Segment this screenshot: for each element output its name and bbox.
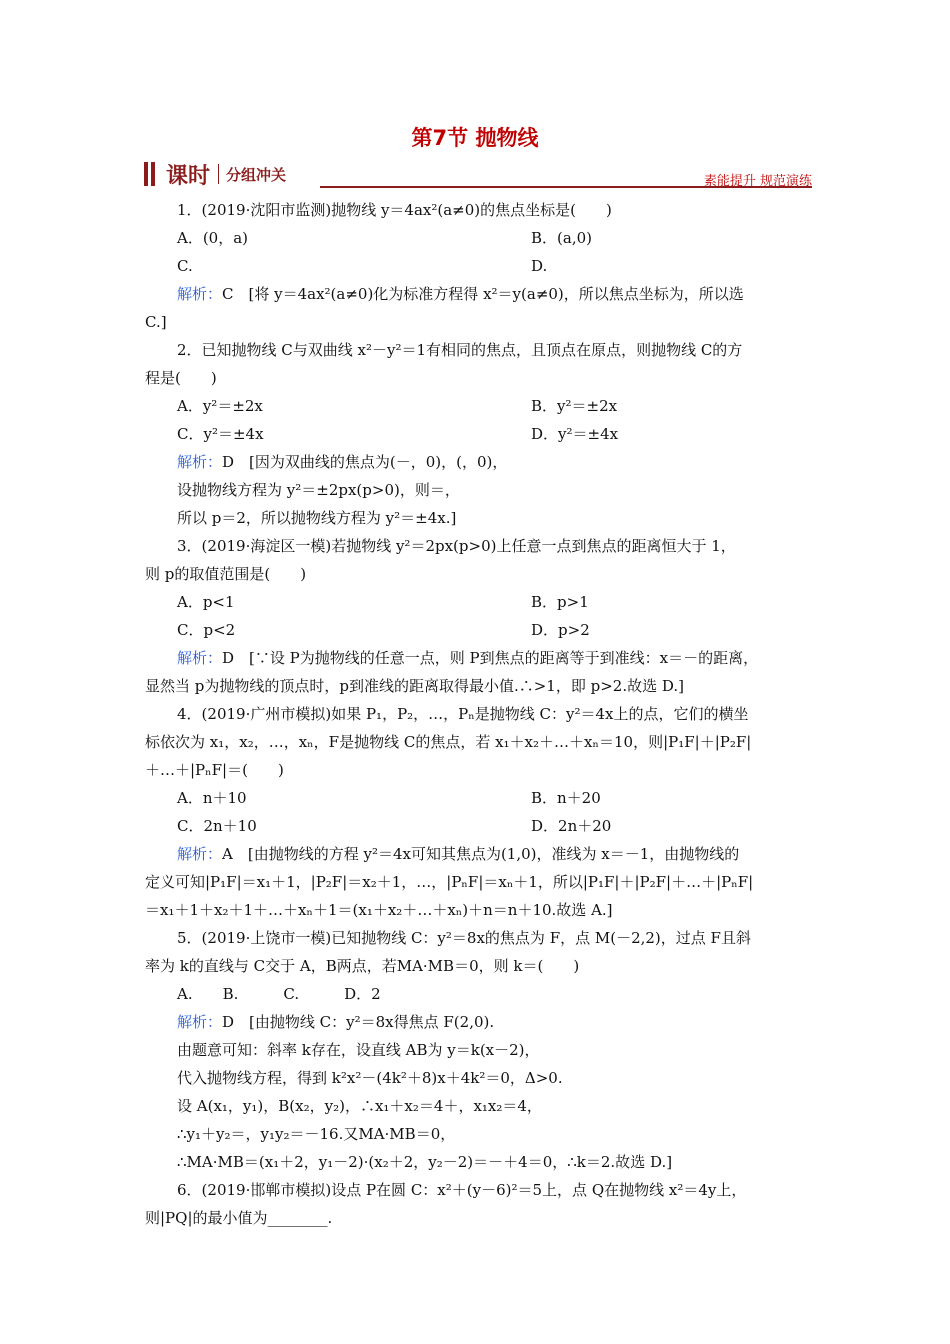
- q5-stem: 5．(2019·上饶市一模)已知抛物线 C：y²＝8x的焦点为 F，点 M(－2,2)，过点 F且斜: [177, 929, 751, 947]
- q4-stem: 4．(2019·广州市模拟)如果 P₁，P₂，…，Pₙ是抛物线 C：y²＝4x上的点，它们的横坐: [177, 705, 749, 723]
- q4-stem-cont2: ＋…＋|PₙF|＝( ): [145, 761, 284, 779]
- solution-label: 解析：: [177, 1013, 223, 1031]
- q1-solution-text: C [将 y＝4ax²(a≠0)化为标准方程得 x²＝y(a≠0)，所以焦点坐标为，所以选: [222, 285, 744, 303]
- solution-label: 解析：: [177, 845, 223, 863]
- q3-options-row2: [145, 616, 815, 644]
- q1-solution-cont: C.]: [145, 313, 167, 331]
- q6-stem: 6．(2019·邯郸市模拟)设点 P在圆 C：x²＋(y－6)²＝5上，点 Q在抛物线 x²＝4y上，: [177, 1181, 747, 1199]
- q4-option-a: A．n＋10: [177, 789, 247, 807]
- q4-option-b: B．n＋20: [531, 789, 601, 807]
- band-sub-label: 分组冲关: [226, 166, 287, 184]
- q2-solution-text: D [因为双曲线的焦点为(－，0)，(，0)，: [222, 453, 508, 471]
- q4-solution-text: A [由抛物线的方程 y²＝4x可知其焦点为(1,0)，准线为 x＝－1，由抛物线的: [222, 845, 740, 863]
- q1-option-b: B．(a,0): [531, 229, 592, 247]
- q4-solution-cont: 定义可知|P₁F|＝x₁＋1，|P₂F|＝x₂＋1，…，|PₙF|＝xₙ＋1，所以|P₁F|＋|P₂F|＋…＋|PₙF|: [145, 873, 754, 891]
- question-list: [145, 196, 815, 1232]
- q3-option-c: C．p<2: [177, 621, 236, 639]
- q1-options-row2: [145, 252, 815, 280]
- band-right-tag: 素能提升 规范演练: [703, 174, 812, 189]
- q3-solution: [145, 644, 815, 672]
- q1-option-a: A．(0，a): [177, 229, 249, 247]
- q5-solution: [145, 1008, 815, 1036]
- q2-stem-cont: 程是( ): [145, 369, 217, 387]
- q1-options-row1: [145, 224, 815, 252]
- q6-stem-cont: 则|PQ|的最小值为________.: [145, 1209, 333, 1227]
- q2-stem: 2．已知抛物线 C与双曲线 x²－y²＝1有相同的焦点，且顶点在原点，则抛物线 C的方: [177, 341, 743, 359]
- band-bars-decoration: [144, 162, 158, 190]
- q3-solution-text: D [∵设 P为抛物线的任意一点，则 P到焦点的距离等于到准线：x＝－的距离，: [222, 649, 759, 667]
- q2-options-row1: [145, 392, 815, 420]
- q2-solution: [145, 448, 815, 476]
- q3-options-row1: [145, 588, 815, 616]
- q3-option-d: D．p>2: [531, 621, 590, 639]
- q3-stem: 3．(2019·海淀区一模)若抛物线 y²＝2px(p>0)上任意一点到焦点的距离恒大于 1，: [177, 537, 736, 555]
- q4-solution: [145, 840, 815, 868]
- q5-solution-text: D [由抛物线 C：y²＝8x得焦点 F(2,0).: [222, 1013, 495, 1031]
- q4-option-c: C．2n＋10: [177, 817, 257, 835]
- q3-solution-cont: 显然当 p为抛物线的顶点时，p到准线的距离取得最小值.∴>1，即 p>2.故选 D.]: [145, 677, 684, 695]
- q5-options: A. B. C. D．2: [177, 985, 381, 1003]
- q2-solution-line3: 所以 p＝2，所以抛物线方程为 y²＝±4x.]: [177, 509, 457, 527]
- q1-option-d: D.: [531, 257, 548, 275]
- solution-label: 解析：: [177, 285, 223, 303]
- q4-solution-cont2: ＝x₁＋1＋x₂＋1＋…＋xₙ＋1＝(x₁＋x₂＋…＋xₙ)＋n＝n＋10.故选 A.]: [145, 901, 613, 919]
- q1-solution: [145, 280, 815, 308]
- q2-option-d: D．y²＝±4x: [531, 425, 619, 443]
- q4-option-d: D．2n＋20: [531, 817, 612, 835]
- q2-option-c: C．y²＝±4x: [177, 425, 264, 443]
- q5-solution-line4: 设 A(x₁，y₁)，B(x₂，y₂)，∴x₁＋x₂＝4＋，x₁x₂＝4，: [177, 1097, 542, 1115]
- q5-solution-line2: 由题意可知：斜率 k存在，设直线 AB为 y＝k(x－2)，: [177, 1041, 540, 1059]
- q5-solution-line5: ∴y₁＋y₂＝，y₁y₂＝－16.又MA·MB＝0，: [177, 1125, 456, 1143]
- section-band: [140, 158, 812, 192]
- page-title: 第7节 抛物线: [411, 126, 539, 150]
- q4-options-row2: [145, 812, 815, 840]
- band-separator: [218, 164, 219, 184]
- solution-label: 解析：: [177, 649, 223, 667]
- q1-stem: 1．(2019·沈阳市监测)抛物线 y＝4ax²(a≠0)的焦点坐标是( ): [177, 201, 612, 219]
- q1-option-c: C.: [177, 257, 193, 275]
- q2-option-b: B．y²＝±2x: [531, 397, 618, 415]
- q3-option-a: A．p<1: [177, 593, 235, 611]
- q5-stem-cont: 率为 k的直线与 C交于 A，B两点，若MA·MB＝0，则 k＝( ): [145, 957, 580, 975]
- q3-option-b: B．p>1: [531, 593, 589, 611]
- q5-solution-line6: ∴MA·MB＝(x₁＋2，y₁－2)·(x₂＋2，y₂－2)＝－＋4＝0，∴k＝2.故选 D.]: [177, 1153, 673, 1171]
- q4-stem-cont: 标依次为 x₁，x₂，…，xₙ，F是抛物线 C的焦点，若 x₁＋x₂＋…＋xₙ＝10，则|P₁F|＋|P₂F|: [145, 733, 752, 751]
- q5-solution-line3: 代入抛物线方程，得到 k²x²－(4k²＋8)x＋4k²＝0，Δ>0.: [177, 1069, 563, 1087]
- q2-solution-line2: 设抛物线方程为 y²＝±2px(p>0)，则＝，: [177, 481, 460, 499]
- q3-stem-cont: 则 p的取值范围是( ): [145, 565, 307, 583]
- band-main-label: 课时: [166, 164, 211, 189]
- solution-label: 解析：: [177, 453, 223, 471]
- q4-options-row1: [145, 784, 815, 812]
- q2-option-a: A．y²＝±2x: [177, 397, 263, 415]
- q2-options-row2: [145, 420, 815, 448]
